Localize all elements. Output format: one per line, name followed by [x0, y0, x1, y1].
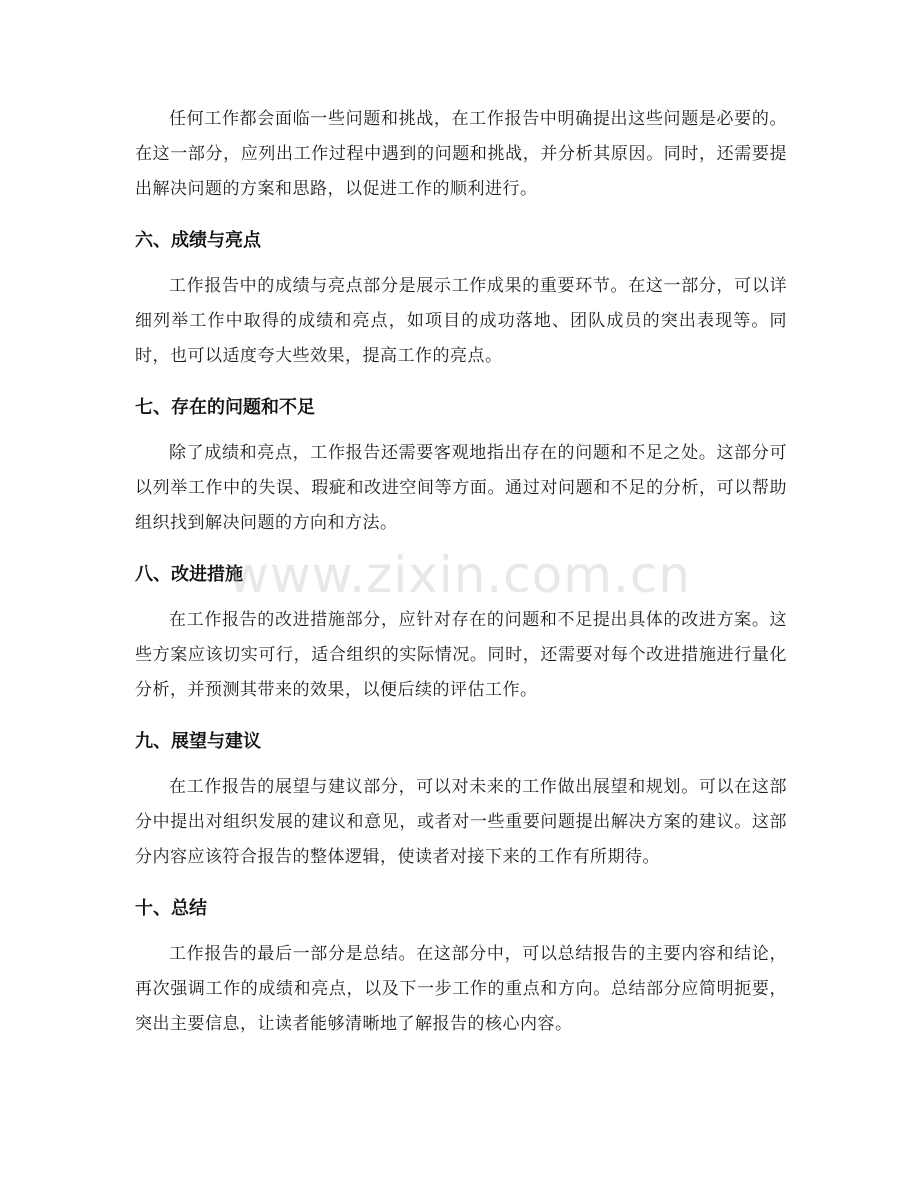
section-body-7: 除了成绩和亮点，工作报告还需要客观地指出存在的问题和不足之处。这部分可以列举工作中的失误、瑕疵和改进空间等方面。通过对问题和不足的分析，可以帮助组织找到解决问题的方向和方法。	[135, 443, 787, 533]
section-heading-9: 九、展望与建议	[135, 731, 261, 752]
document-content	[135, 102, 787, 1042]
section-body-8: 在工作报告的改进措施部分，应针对存在的问题和不足提出具体的改进方案。这些方案应该切实可行，适合组织的实际情况。同时，还需要对每个改进措施进行量化分析，并预测其带来的效果，以便后续的评估工作。	[135, 610, 787, 700]
section-body-9: 在工作报告的展望与建议部分，可以对未来的工作做出展望和规划。可以在这部分中提出对组织发展的建议和意见，或者对一些重要问题提出解决方案的建议。这部分内容应该符合报告的整体逻辑，使读者对接下来的工作有所期待。	[135, 777, 787, 867]
section-body-6: 工作报告中的成绩与亮点部分是展示工作成果的重要环节。在这一部分，可以详细列举工作中取得的成绩和亮点，如项目的成功落地、团队成员的突出表现等。同时，也可以适度夸大些效果，提高工作的亮点。	[135, 276, 787, 366]
section-heading-8: 八、改进措施	[135, 564, 243, 585]
section-heading-6: 六、成绩与亮点	[135, 230, 261, 251]
intro-paragraph: 任何工作都会面临一些问题和挑战，在工作报告中明确提出这些问题是必要的。在这一部分，应列出工作过程中遇到的问题和挑战，并分析其原因。同时，还需要提出解决问题的方案和思路，以促进工作的顺利进行。	[135, 109, 787, 199]
section-heading-7: 七、存在的问题和不足	[135, 397, 315, 418]
section-body-10: 工作报告的最后一部分是总结。在这部分中，可以总结报告的主要内容和结论，再次强调工作的成绩和亮点，以及下一步工作的重点和方向。总结部分应简明扼要，突出主要信息，让读者能够清晰地了解报告的核心内容。	[135, 944, 787, 1034]
watermark-text: www.zixin.com.cn	[228, 546, 692, 604]
section-heading-10: 十、总结	[135, 898, 207, 919]
